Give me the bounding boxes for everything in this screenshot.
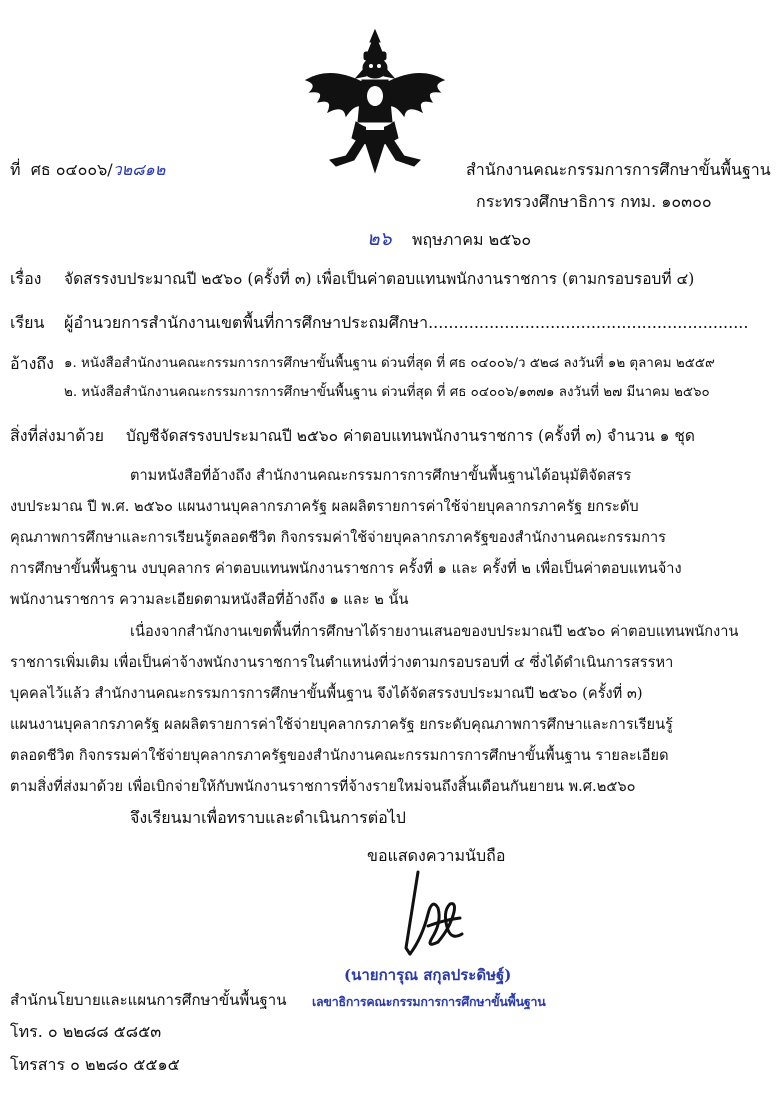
paragraph-line: การศึกษาขั้นพื้นฐาน งบบุคลากร ค่าตอบแทนพนักงานราชการ ครั้งที่ ๑ และ ครั้งที่ ๒ เพื่อเป็นค่าตอบแทนจ้าง bbox=[10, 560, 682, 577]
enclosure-text: บัญชีจัดสรรงบประมาณปี ๒๕๖๐ ค่าตอบแทนพนักงานราชการ (ครั้งที่ ๓) จำนวน ๑ ชุด bbox=[126, 427, 695, 445]
subject-label: เรื่อง bbox=[10, 269, 42, 288]
signer-name: (นายการุณ สกุลประดิษฐ์) bbox=[344, 966, 512, 984]
body-paragraph-2 bbox=[10, 616, 765, 802]
recipient-label: เรียน bbox=[10, 313, 45, 332]
letter-date bbox=[367, 229, 531, 250]
reference-line bbox=[10, 160, 165, 180]
paragraph-line: ตามสิ่งที่ส่งมาด้วย เพื่อเบิกจ่ายให้กับพนักงานราชการที่จ้างรายใหม่จนถึงสิ้นเดือนกันยายน พ.ศ.๒๕๖๐ bbox=[10, 778, 636, 795]
paragraph-line: บุคคลไว้แล้ว สำนักงานคณะกรรมการการศึกษาขั้นพื้นฐาน จึงได้จัดสรรงบประมาณปี ๒๕๖๐ (ครั้งที่ ๓) bbox=[10, 685, 643, 702]
footer-department: สำนักนโยบายและแผนการศึกษาขั้นพื้นฐาน bbox=[10, 991, 287, 1009]
paragraph-line: งบประมาณ ปี พ.ศ. ๒๕๖๐ แผนงานบุคลากรภาครัฐ ผลผลิตรายการค่าใช้จ่ายบุคลากรภาครัฐ ยกระดับ bbox=[10, 498, 639, 515]
office-name: สำนักงานคณะกรรมการการศึกษาขั้นพื้นฐาน bbox=[466, 160, 771, 179]
recipient-text: ผู้อำนวยการสำนักงานเขตพื้นที่การศึกษาประถมศึกษา............................................................... bbox=[64, 313, 749, 332]
reference-item-1: ๑. หนังสือสำนักงานคณะกรรมการการศึกษาขั้นพื้นฐาน ด่วนที่สุด ที่ ศธ ๐๔๐๐๖/ว ๕๒๘ ลงวันที่ ๑๒ ตุลาคม ๒๕๕๙ bbox=[64, 356, 715, 371]
date-day-handwritten: ๒๖ bbox=[367, 228, 392, 250]
paragraph-line: พนักงานราชการ ความละเอียดตามหนังสือที่อ้างถึง ๑ และ ๒ นั้น bbox=[10, 591, 409, 608]
paragraph-line: เนื่องจากสำนักงานเขตพื้นที่การศึกษาได้รายงานเสนอของบประมาณปี ๒๕๖๐ ค่าตอบแทนพนักงาน bbox=[130, 623, 739, 640]
office-address: กระทรวงศึกษาธิการ กทม. ๑๐๓๐๐ bbox=[476, 192, 712, 211]
paragraph-line: ตามหนังสือที่อ้างถึง สำนักงานคณะกรรมการการศึกษาขั้นพื้นฐานได้อนุมัติจัดสรร bbox=[130, 467, 632, 484]
references-label: อ้างถึง bbox=[10, 354, 54, 373]
closing-line: จึงเรียนมาเพื่อทราบและดำเนินการต่อไป bbox=[130, 808, 406, 827]
paragraph-line: แผนงานบุคลากรภาครัฐ ผลผลิตรายการค่าใช้จ่ายบุคลากรภาครัฐ ยกระดับคุณภาพการศึกษาและการเรียนรู้ bbox=[10, 716, 673, 733]
handwritten-signature bbox=[398, 868, 470, 960]
ref-handwritten-number: ว๒๘๑๒ bbox=[112, 160, 166, 179]
reference-item-2: ๒. หนังสือสำนักงานคณะกรรมการการศึกษาขั้นพื้นฐาน ด่วนที่สุด ที่ ศธ ๐๔๐๐๖/๑๓๗๑ ลงวันที่ ๒๗ มีนาคม ๒๕๖๐ bbox=[64, 385, 710, 400]
subject-text: จัดสรรงบประมาณปี ๒๕๖๐ (ครั้งที่ ๓) เพื่อเป็นค่าตอบแทนพนักงานราชการ (ตามกรอบรอบที่ ๔) bbox=[64, 270, 695, 288]
paragraph-line: คุณภาพการศึกษาและการเรียนรู้ตลอดชีวิต กิจกรรมค่าใช้จ่ายบุคลากรภาครัฐของสำนักงานคณะกรรมการ bbox=[10, 529, 666, 546]
footer-phone: โทร. ๐ ๒๒๘๘ ๕๘๕๓ bbox=[10, 1022, 162, 1041]
ref-prefix: ศธ ๐๔๐๐๖/ bbox=[30, 160, 113, 179]
date-month-year: พฤษภาคม ๒๕๖๐ bbox=[411, 230, 532, 249]
garuda-emblem-icon bbox=[300, 26, 450, 176]
paragraph-line: ตลอดชีวิต กิจกรรมค่าใช้จ่ายบุคลากรภาครัฐของสำนักงานคณะกรรมการการศึกษาขั้นพื้นฐาน รายละเอียด bbox=[10, 747, 669, 764]
signer-title: เลขาธิการคณะกรรมการการศึกษาขั้นพื้นฐาน bbox=[312, 994, 546, 1009]
footer-fax: โทรสาร ๐ ๒๒๘๐ ๕๕๑๕ bbox=[10, 1055, 180, 1074]
ref-label: ที่ bbox=[10, 160, 21, 179]
regards-line: ขอแสดงความนับถือ bbox=[367, 846, 506, 865]
paragraph-line: ราชการเพิ่มเติม เพื่อเป็นค่าจ้างพนักงานราชการในตำแหน่งที่ว่างตามกรอบรอบที่ ๔ ซึ่งได้ดำเนินการสรรหา bbox=[10, 654, 674, 671]
enclosure-label: สิ่งที่ส่งมาด้วย bbox=[10, 426, 104, 445]
body-paragraph-1 bbox=[10, 460, 765, 615]
